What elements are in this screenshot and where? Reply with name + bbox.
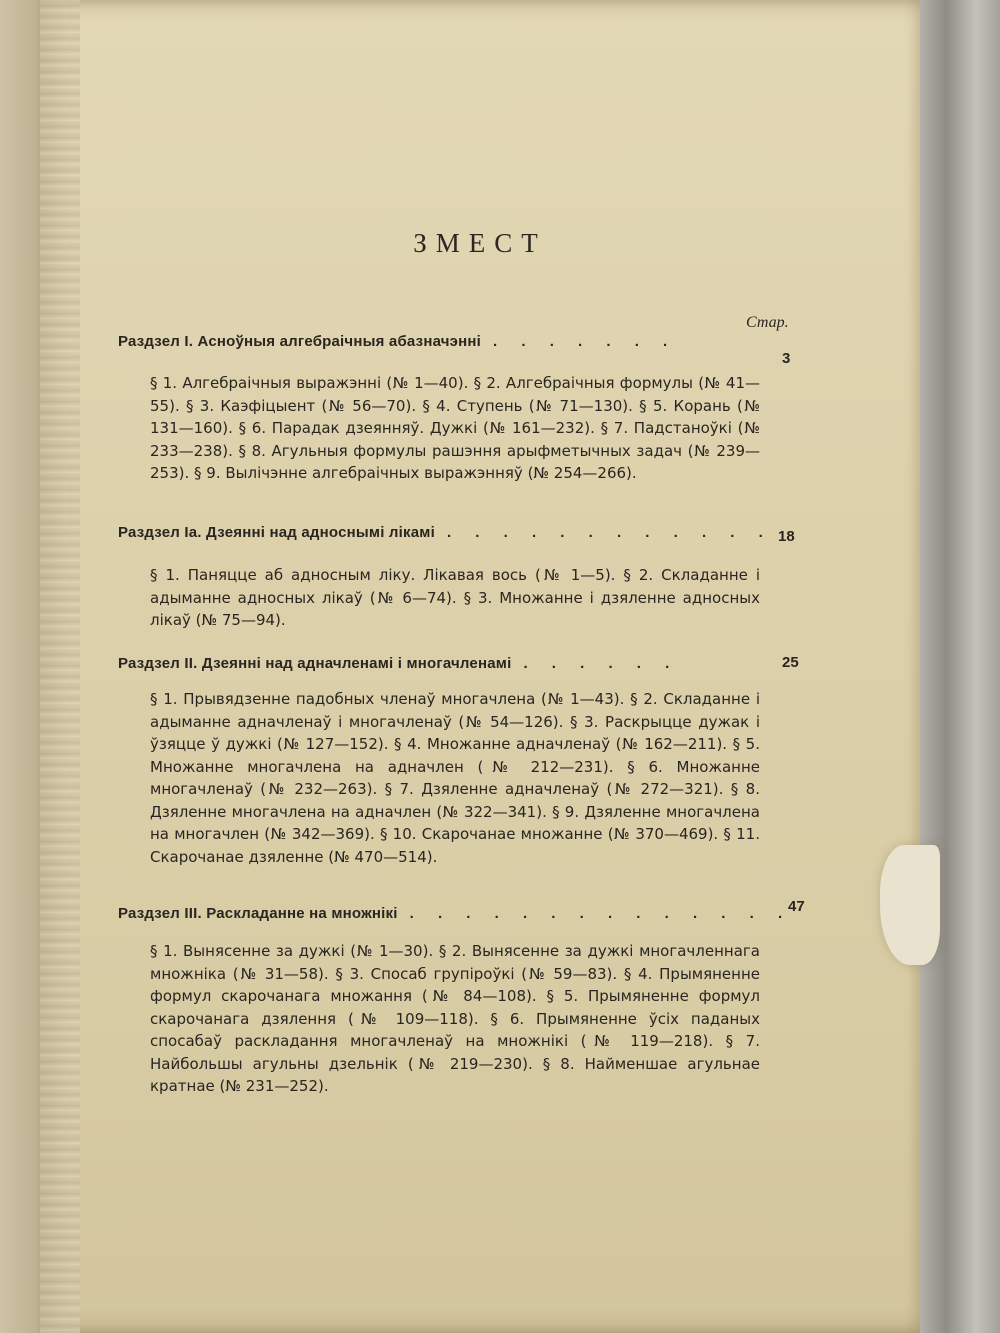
section-page-number: 18	[778, 528, 795, 545]
leader-dots: . . . . . . . . . . . .	[446, 524, 773, 541]
page-binding-shadow	[40, 0, 80, 1333]
section-contents: § 1. Вынясенне за дужкі (№ 1—30). § 2. Вынясенне за дужкі многачленнага множніка (№ 31—58). § 3. Спосаб групіроўкі (№ 59—83). § 4. Прымяненне формул скарочанага множання (№ 84—108). § 5. Прымяненне формул скарочанага дзялення (№ 109—118). § 6. Прымяненне ўсіх паданых спосабаў раскладання многачленаў на множнікі (№ 119—218). § 7. Найбольшы агульны дзельнік (№ 219—230). § 8. Найменшае агульнае кратнае (№ 231—252).	[150, 942, 760, 1095]
page-damage	[880, 845, 940, 965]
leader-dots: . . . . . . . . . . . . . .	[409, 905, 793, 922]
section-contents: § 1. Алгебраічныя выражэнні (№ 1—40). § 2. Алгебраічныя формулы (№ 41—55). § 3. Каэфіцыент (№ 56—70). § 4. Ступень (№ 71—130). § 5. Корань (№ 131—160). § 6. Парадак дзеянняў. Дужкі (№ 161—232). § 7. Падстаноўкі (№ 233—238). § 8. Агульныя формулы рашэння арыфметычных задач (№ 239—253). § 9. Вылічэнне алгебраічных выражэнняў (№ 254—266).	[150, 374, 760, 482]
section-heading	[118, 905, 798, 922]
section-contents: § 1. Паняцце аб адносным ліку. Лікавая вось (№ 1—5). § 2. Складанне і адыманне адносных лікаў (№ 6—74). § 3. Множанне і дзяленне адносных лікаў (№ 75—94).	[150, 566, 760, 629]
section-contents: § 1. Прывядзенне падобных членаў многачлена (№ 1—43). § 2. Складанне і адыманне адначленаў і многачленаў (№ 54—126). § 3. Раскрыцце дужак і ўзяцце ў дужкі (№ 127—152). § 4. Множанне адначленаў (№ 162—211). § 5. Множанне многачлена на адначлен (№ 212—231). § 6. Множанне многачленаў (№ 232—263). § 7. Дзяленне адначленаў (№ 272—321). § 8. Дзяленне многачлена на адначлен (№ 322—341). § 9. Дзяленне многачлена на многачлен (№ 342—369). § 10. Скарочанае множанне (№ 370—469). § 11. Скарочанае дзяленне (№ 470—514).	[150, 690, 760, 866]
section-title: Раздзел II. Дзеянні над адначленамі і многачленамі	[118, 655, 512, 672]
section-title: Раздзел Іа. Дзеянні над адноснымі лікамі	[118, 524, 435, 541]
section-page-number: 47	[788, 898, 805, 915]
section-heading	[118, 524, 798, 541]
page-title: ЗМЕСТ	[413, 228, 547, 258]
section-heading	[118, 655, 798, 672]
section-heading	[118, 333, 798, 350]
section-page-number: 3	[782, 350, 791, 367]
leader-dots: . . . . . . .	[493, 333, 678, 350]
section-title: Раздзел III. Раскладанне на множнікі	[118, 905, 398, 922]
page-column-header: Стар.	[746, 314, 789, 331]
leader-dots: . . . . . .	[523, 655, 680, 672]
book-page	[40, 0, 920, 1333]
section-page-number: 25	[782, 654, 799, 671]
section-title: Раздзел I. Асноўныя алгебраічныя абазначэнні	[118, 333, 482, 350]
